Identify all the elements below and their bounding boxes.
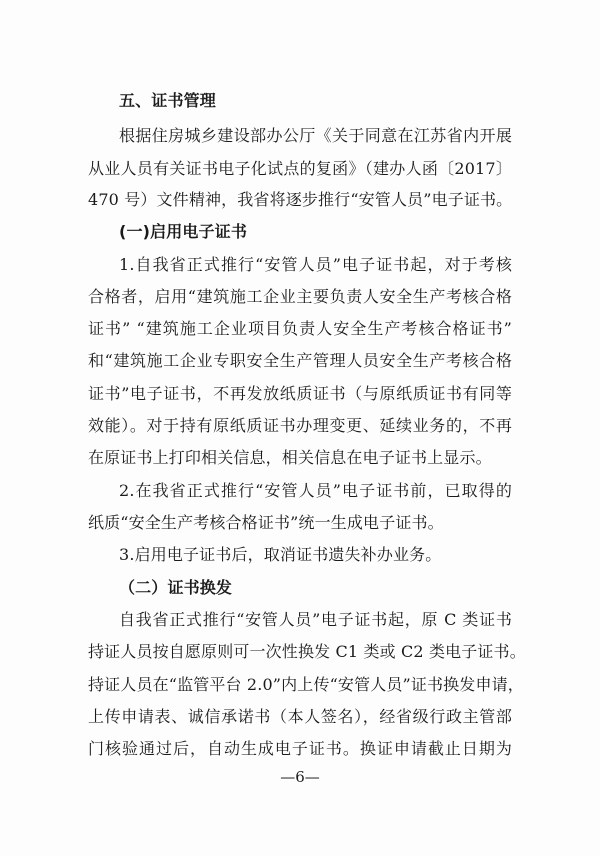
paragraph-line: 持证人员按自愿原则可一次性换发 C1 类或 C2 类电子证书。	[88, 642, 526, 661]
paragraph-line: 持证人员在“监管平台 2.0”内上传“安管人员”证书换发申请，	[88, 675, 524, 694]
paragraph-line: 在原证书上打印相关信息，相关信息在电子证书上显示。	[88, 448, 492, 467]
subsection-title: （二）证书换发	[119, 578, 233, 597]
paragraph-line: 上传申请表、诚信承诺书（本人签名），经省级行政主管部	[88, 707, 512, 726]
paragraph-line: 根据住房城乡建设部办公厅《关于同意在江苏省内开展	[119, 126, 512, 145]
paragraph-line: 证书” “建筑施工企业项目负责人安全生产考核合格证书”	[88, 319, 512, 338]
paragraph-line: 证书”电子证书，不再发放纸质证书（与原纸质证书有同等	[88, 384, 512, 403]
paragraph-line: 2.在我省正式推行“安管人员”电子证书前，已取得的	[119, 481, 512, 500]
paragraph-line: 效能）。对于持有原纸质证书办理变更、延续业务的，不再	[88, 416, 512, 435]
paragraph-line: 从业人员有关证书电子化试点的复函》（建办人函〔2017〕	[88, 159, 512, 178]
paragraph-line: 1.自我省正式推行“安管人员”电子证书起，对于考核	[119, 255, 512, 274]
paragraph-line: 门核验通过后，自动生成电子证书。换证申请截止日期为	[88, 739, 512, 758]
section-title: 五、证书管理	[119, 91, 216, 110]
paragraph-line: 自我省正式推行“安管人员”电子证书起，原 C 类证书	[119, 610, 512, 629]
paragraph-line: 470 号）文件精神，我省将逐步推行“安管人员”电子证书。	[88, 190, 513, 209]
paragraph-line: 3.启用电子证书后，取消证书遗失补办业务。	[119, 545, 442, 564]
paragraph-line: 和“建筑施工企业专职安全生产管理人员安全生产考核合格	[88, 351, 512, 370]
subsection-title: (一)启用电子证书	[119, 222, 247, 241]
paragraph-line: 纸质“安全生产考核合格证书”统一生成电子证书。	[88, 513, 444, 532]
page-number: —6—	[280, 768, 320, 786]
paragraph-line: 合格者，启用“建筑施工企业主要负责人安全生产考核合格	[88, 287, 512, 306]
